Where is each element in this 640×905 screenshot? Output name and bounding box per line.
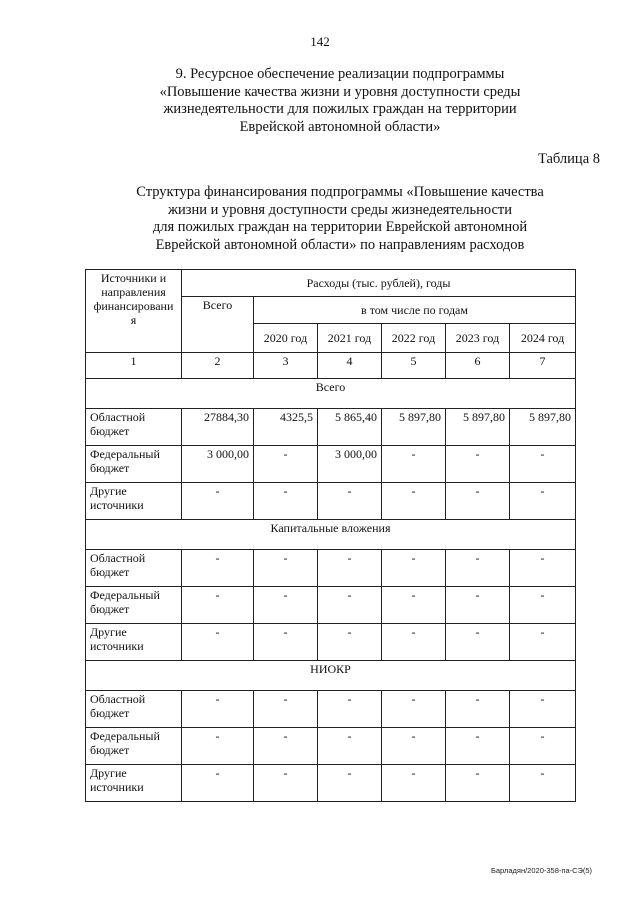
row-label-cell: Областной бюджет bbox=[86, 409, 182, 446]
value-cell: - bbox=[382, 624, 446, 661]
value-cell: 27884,30 bbox=[182, 409, 254, 446]
table-row bbox=[86, 624, 576, 661]
header-by-years-cell: в том числе по годам bbox=[254, 297, 576, 324]
table-row bbox=[86, 765, 576, 802]
table-caption bbox=[90, 184, 590, 254]
value-cell: - bbox=[182, 728, 254, 765]
value-cell: - bbox=[318, 483, 382, 520]
section-heading-cell: НИОКР bbox=[86, 661, 576, 691]
value-cell: - bbox=[510, 728, 576, 765]
row-label-cell: Другие источники bbox=[86, 483, 182, 520]
value-cell: - bbox=[446, 483, 510, 520]
value-cell: - bbox=[254, 587, 318, 624]
row-label-cell: Другие источники bbox=[86, 765, 182, 802]
value-cell: - bbox=[318, 550, 382, 587]
value-cell: - bbox=[318, 691, 382, 728]
value-cell: - bbox=[318, 587, 382, 624]
value-cell: - bbox=[446, 624, 510, 661]
value-cell: - bbox=[446, 691, 510, 728]
header-row bbox=[86, 270, 576, 297]
section-title-line: жизнедеятельности для пожилых граждан на территории bbox=[163, 101, 517, 117]
value-cell: - bbox=[182, 624, 254, 661]
value-cell: - bbox=[382, 483, 446, 520]
value-cell: - bbox=[446, 446, 510, 483]
column-number-cell: 4 bbox=[318, 353, 382, 379]
section-heading-cell: Капитальные вложения bbox=[86, 520, 576, 550]
value-cell: - bbox=[182, 691, 254, 728]
table-row bbox=[86, 446, 576, 483]
section-title-line: 9. Ресурсное обеспечение реализации подпрограммы bbox=[175, 66, 505, 82]
value-cell: 5 897,80 bbox=[446, 409, 510, 446]
value-cell: - bbox=[254, 728, 318, 765]
header-expenses-cell: Расходы (тыс. рублей), годы bbox=[182, 270, 576, 297]
table-row bbox=[86, 691, 576, 728]
table-caption-line: Еврейской автономной области» по направлениям расходов bbox=[155, 236, 525, 253]
value-cell: - bbox=[382, 691, 446, 728]
value-cell: 5 865,40 bbox=[318, 409, 382, 446]
column-number-cell: 6 bbox=[446, 353, 510, 379]
row-label-cell: Федеральный бюджет bbox=[86, 446, 182, 483]
table-row bbox=[86, 728, 576, 765]
financing-table bbox=[85, 269, 576, 802]
section-heading-row bbox=[86, 661, 576, 691]
section-heading-row bbox=[86, 379, 576, 409]
value-cell: - bbox=[510, 765, 576, 802]
row-label-cell: Федеральный бюджет bbox=[86, 587, 182, 624]
section-heading-row bbox=[86, 520, 576, 550]
page-number: 142 bbox=[310, 34, 330, 49]
section-title-line: Еврейской автономной области» bbox=[239, 118, 441, 135]
value-cell: - bbox=[510, 446, 576, 483]
value-cell: - bbox=[254, 550, 318, 587]
value-cell: - bbox=[318, 765, 382, 802]
value-cell: - bbox=[382, 446, 446, 483]
value-cell: - bbox=[510, 483, 576, 520]
header-year-cell: 2020 год bbox=[254, 324, 318, 353]
value-cell: 3 000,00 bbox=[182, 446, 254, 483]
table-row bbox=[86, 483, 576, 520]
header-total-cell: Всего bbox=[182, 297, 254, 353]
column-number-cell: 5 bbox=[382, 353, 446, 379]
value-cell: - bbox=[510, 550, 576, 587]
value-cell: - bbox=[182, 765, 254, 802]
value-cell: - bbox=[510, 587, 576, 624]
value-cell: - bbox=[182, 587, 254, 624]
section-heading-cell: Всего bbox=[86, 379, 576, 409]
header-year-cell: 2022 год bbox=[382, 324, 446, 353]
row-label-cell: Федеральный бюджет bbox=[86, 728, 182, 765]
column-numbers-row bbox=[86, 353, 576, 379]
row-label-cell: Областной бюджет bbox=[86, 691, 182, 728]
table-row bbox=[86, 587, 576, 624]
header-year-cell: 2021 год bbox=[318, 324, 382, 353]
column-number-cell: 3 bbox=[254, 353, 318, 379]
value-cell: 5 897,80 bbox=[510, 409, 576, 446]
table-row bbox=[86, 409, 576, 446]
value-cell: - bbox=[446, 765, 510, 802]
value-cell: - bbox=[318, 728, 382, 765]
value-cell: - bbox=[510, 691, 576, 728]
table-row bbox=[86, 550, 576, 587]
value-cell: - bbox=[446, 728, 510, 765]
value-cell: - bbox=[254, 691, 318, 728]
value-cell: 4325,5 bbox=[254, 409, 318, 446]
value-cell: - bbox=[510, 624, 576, 661]
value-cell: - bbox=[182, 550, 254, 587]
value-cell: - bbox=[318, 624, 382, 661]
header-year-cell: 2024 год bbox=[510, 324, 576, 353]
footer-document-code: Барладян/2020-358-па-СЭ(5) bbox=[490, 866, 592, 875]
value-cell: - bbox=[254, 446, 318, 483]
value-cell: - bbox=[446, 550, 510, 587]
value-cell: - bbox=[382, 765, 446, 802]
value-cell: - bbox=[254, 483, 318, 520]
value-cell: - bbox=[254, 624, 318, 661]
header-year-cell: 2023 год bbox=[446, 324, 510, 353]
value-cell: - bbox=[382, 728, 446, 765]
value-cell: - bbox=[382, 587, 446, 624]
value-cell: - bbox=[182, 483, 254, 520]
table-caption-line: для пожилых граждан на территории Еврейской автономной bbox=[152, 219, 528, 235]
table-caption-line: жизни и уровня доступности среды жизнедеятельности bbox=[168, 201, 512, 218]
value-cell: - bbox=[446, 587, 510, 624]
value-cell: 5 897,80 bbox=[382, 409, 446, 446]
column-number-cell: 7 bbox=[510, 353, 576, 379]
table-caption-line: Структура финансирования подпрограммы «Повышение качества bbox=[136, 184, 544, 200]
table-label: Таблица 8 bbox=[537, 151, 600, 167]
value-cell: - bbox=[254, 765, 318, 802]
column-number-cell: 2 bbox=[182, 353, 254, 379]
value-cell: - bbox=[382, 550, 446, 587]
section-title-line: «Повышение качества жизни и уровня доступности среды bbox=[159, 83, 521, 100]
row-label-cell: Областной бюджет bbox=[86, 550, 182, 587]
header-source-cell: Источники и направления финансировани я bbox=[86, 270, 182, 353]
row-label-cell: Другие источники bbox=[86, 624, 182, 661]
section-title bbox=[90, 66, 590, 136]
column-number-cell: 1 bbox=[86, 353, 182, 379]
value-cell: 3 000,00 bbox=[318, 446, 382, 483]
